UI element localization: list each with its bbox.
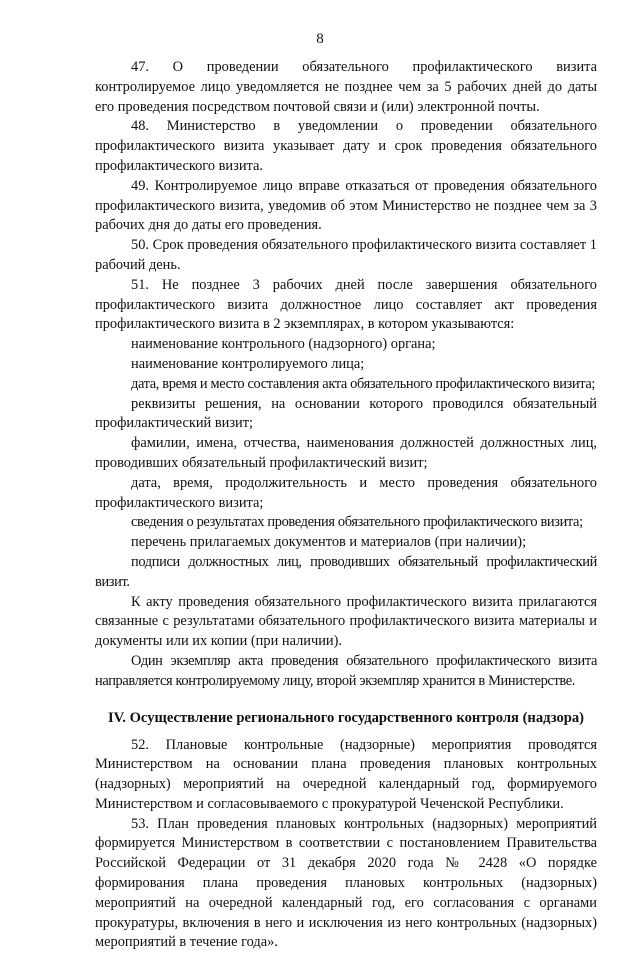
paragraphs-before-section	[95, 58, 597, 692]
paragraph: 47. О проведении обязательного профилактического визита контролируемое лицо уведомляется не позднее чем за 5 рабочих дней до даты его проведения посредством почтовой связи и (или) электронной почты.	[95, 58, 597, 117]
document-body	[95, 58, 597, 953]
paragraph: 50. Срок проведения обязательного профилактического визита составляет 1 рабочий день.	[95, 236, 597, 276]
paragraph: фамилии, имена, отчества, наименования должностей должностных лиц, проводивших обязательный профилактический визит;	[95, 434, 597, 474]
paragraph: дата, время и место составления акта обязательного профилактического визита;	[95, 375, 597, 395]
paragraph: наименование контролируемого лица;	[95, 355, 597, 375]
paragraph: 52. Плановые контрольные (надзорные) мероприятия проводятся Министерством на основании плана проведения плановых контрольных (надзорных) мероприятий на очередной календарный год, формируемого Министерством и согласовываемого с прокуратурой Чеченской Республики.	[95, 736, 597, 815]
paragraph: 48. Министерство в уведомлении о проведении обязательного профилактического визита указывает дату и срок проведения обязательного профилактического визита.	[95, 117, 597, 176]
paragraph: К акту проведения обязательного профилактического визита прилагаются связанные с результатами обязательного профилактического визита материалы и документы или их копии (при наличии).	[95, 593, 597, 652]
page-number: 8	[0, 31, 640, 48]
paragraph: реквизиты решения, на основании которого проводился обязательный профилактический визит;	[95, 395, 597, 435]
section-heading: IV. Осуществление регионального государственного контроля (надзора)	[95, 708, 597, 728]
paragraphs-after-section	[95, 736, 597, 953]
paragraph: сведения о результатах проведения обязательного профилактического визита;	[95, 513, 597, 533]
paragraph: наименование контрольного (надзорного) органа;	[95, 335, 597, 355]
paragraph: 53. План проведения плановых контрольных (надзорных) мероприятий формируется Министерством в соответствии с постановлением Правительства Российской Федерации от 31 декабря 2020 года № 2428 «О порядке формирования плана проведения плановых контрольных (надзорных) мероприятий на очередной календарный год, его согласования с органами прокуратуры, включения в него и исключения из него контрольных (надзорных) мероприятий в течение года».	[95, 815, 597, 953]
paragraph: Один экземпляр акта проведения обязательного профилактического визита направляется контролируемому лицу, второй экземпляр хранится в Министерстве.	[95, 652, 597, 692]
paragraph: подписи должностных лиц, проводивших обязательный профилактический визит.	[95, 553, 597, 593]
paragraph: 49. Контролируемое лицо вправе отказаться от проведения обязательного профилактического визита, уведомив об этом Министерство не позднее чем за 3 рабочих дня до даты его проведения.	[95, 177, 597, 236]
paragraph: перечень прилагаемых документов и материалов (при наличии);	[95, 533, 597, 553]
paragraph: 51. Не позднее 3 рабочих дней после завершения обязательного профилактического визита должностное лицо составляет акт проведения профилактического визита в 2 экземплярах, в котором указываются:	[95, 276, 597, 335]
paragraph: дата, время, продолжительность и место проведения обязательного профилактического визита;	[95, 474, 597, 514]
